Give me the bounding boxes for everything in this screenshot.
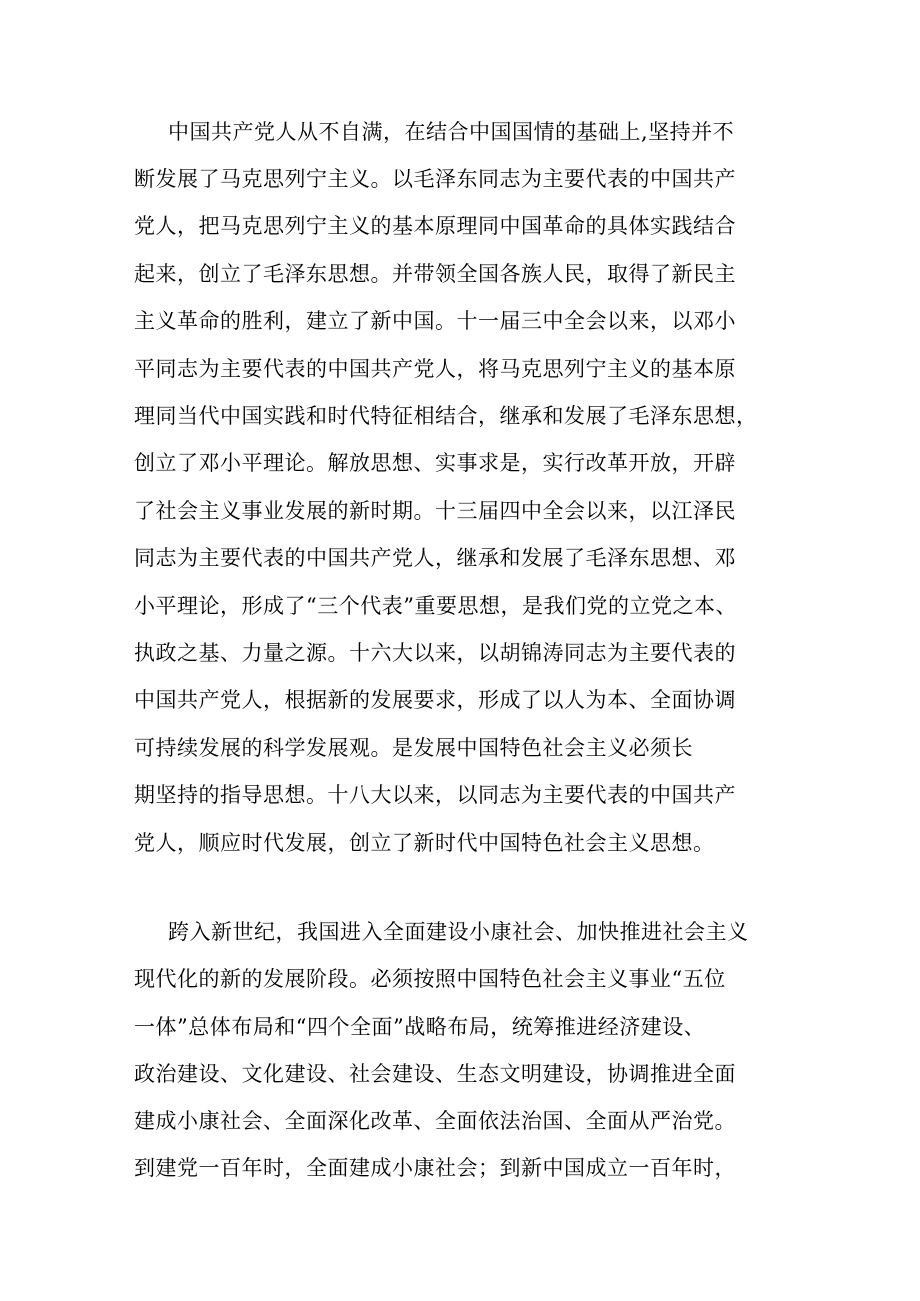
text-line: 执政之基、力量之源。十六大以来，以胡锦涛同志为主要代表的	[134, 641, 736, 665]
text-line: 到建党一百年时，全面建成小康社会；到新中国成立一百年时，	[134, 1156, 736, 1180]
text-line: 创立了邓小平理论。解放思想、实事求是，实行改革开放，开辟	[134, 451, 736, 475]
text-line: 现代化的新的发展阶段。必须按照中国特色社会主义事业“五位	[134, 967, 726, 991]
text-line: 中国共产党人，根据新的发展要求，形成了以人为本、全面协调	[134, 688, 736, 712]
text-line: 小平理论，形成了“三个代表”重要思想，是我们党的立党之本、	[134, 594, 737, 618]
text-line: 了社会主义事业发展的新时期。十三届四中全会以来，以江泽民	[134, 499, 736, 523]
text-line: 中国共产党人从不自满，在结合中国国情的基础上,坚持并不	[168, 120, 735, 144]
text-line: 政治建设、文化建设、社会建设、生态文明建设，协调推进全面	[134, 1062, 736, 1086]
text-line: 平同志为主要代表的中国共产党人，将马克思列宁主义的基本原	[134, 357, 736, 381]
text-line: 跨入新世纪，我国进入全面建设小康社会、加快推进社会主义	[168, 920, 749, 944]
text-line: 同志为主要代表的中国共产党人，继承和发展了毛泽东思想、邓	[134, 546, 736, 570]
text-line: 一体”总体布局和“四个全面”战略布局，统筹推进经济建设、	[134, 1015, 706, 1039]
text-line: 主义革命的胜利，建立了新中国。十一届三中全会以来，以邓小	[134, 309, 736, 333]
text-line: 期坚持的指导思想。十八大以来，以同志为主要代表的中国共产	[134, 783, 736, 807]
text-line: 建成小康社会、全面深化改革、全面依法治国、全面从严治党。	[134, 1109, 736, 1133]
text-line: 党人，顺应时代发展，创立了新时代中国特色社会主义思想。	[134, 831, 715, 855]
text-line: 可持续发展的科学发展观。是发展中国特色社会主义必须长	[134, 736, 693, 760]
text-line: 起来，创立了毛泽东思想。并带领全国各族人民，取得了新民主	[134, 262, 736, 286]
text-line: 断发展了马克思列宁主义。以毛泽东同志为主要代表的中国共产	[134, 167, 736, 191]
text-line: 党人，把马克思列宁主义的基本原理同中国革命的具体实践结合	[134, 214, 736, 238]
text-line: 理同当代中国实践和时代特征相结合，继承和发展了毛泽东思想，	[134, 404, 758, 428]
